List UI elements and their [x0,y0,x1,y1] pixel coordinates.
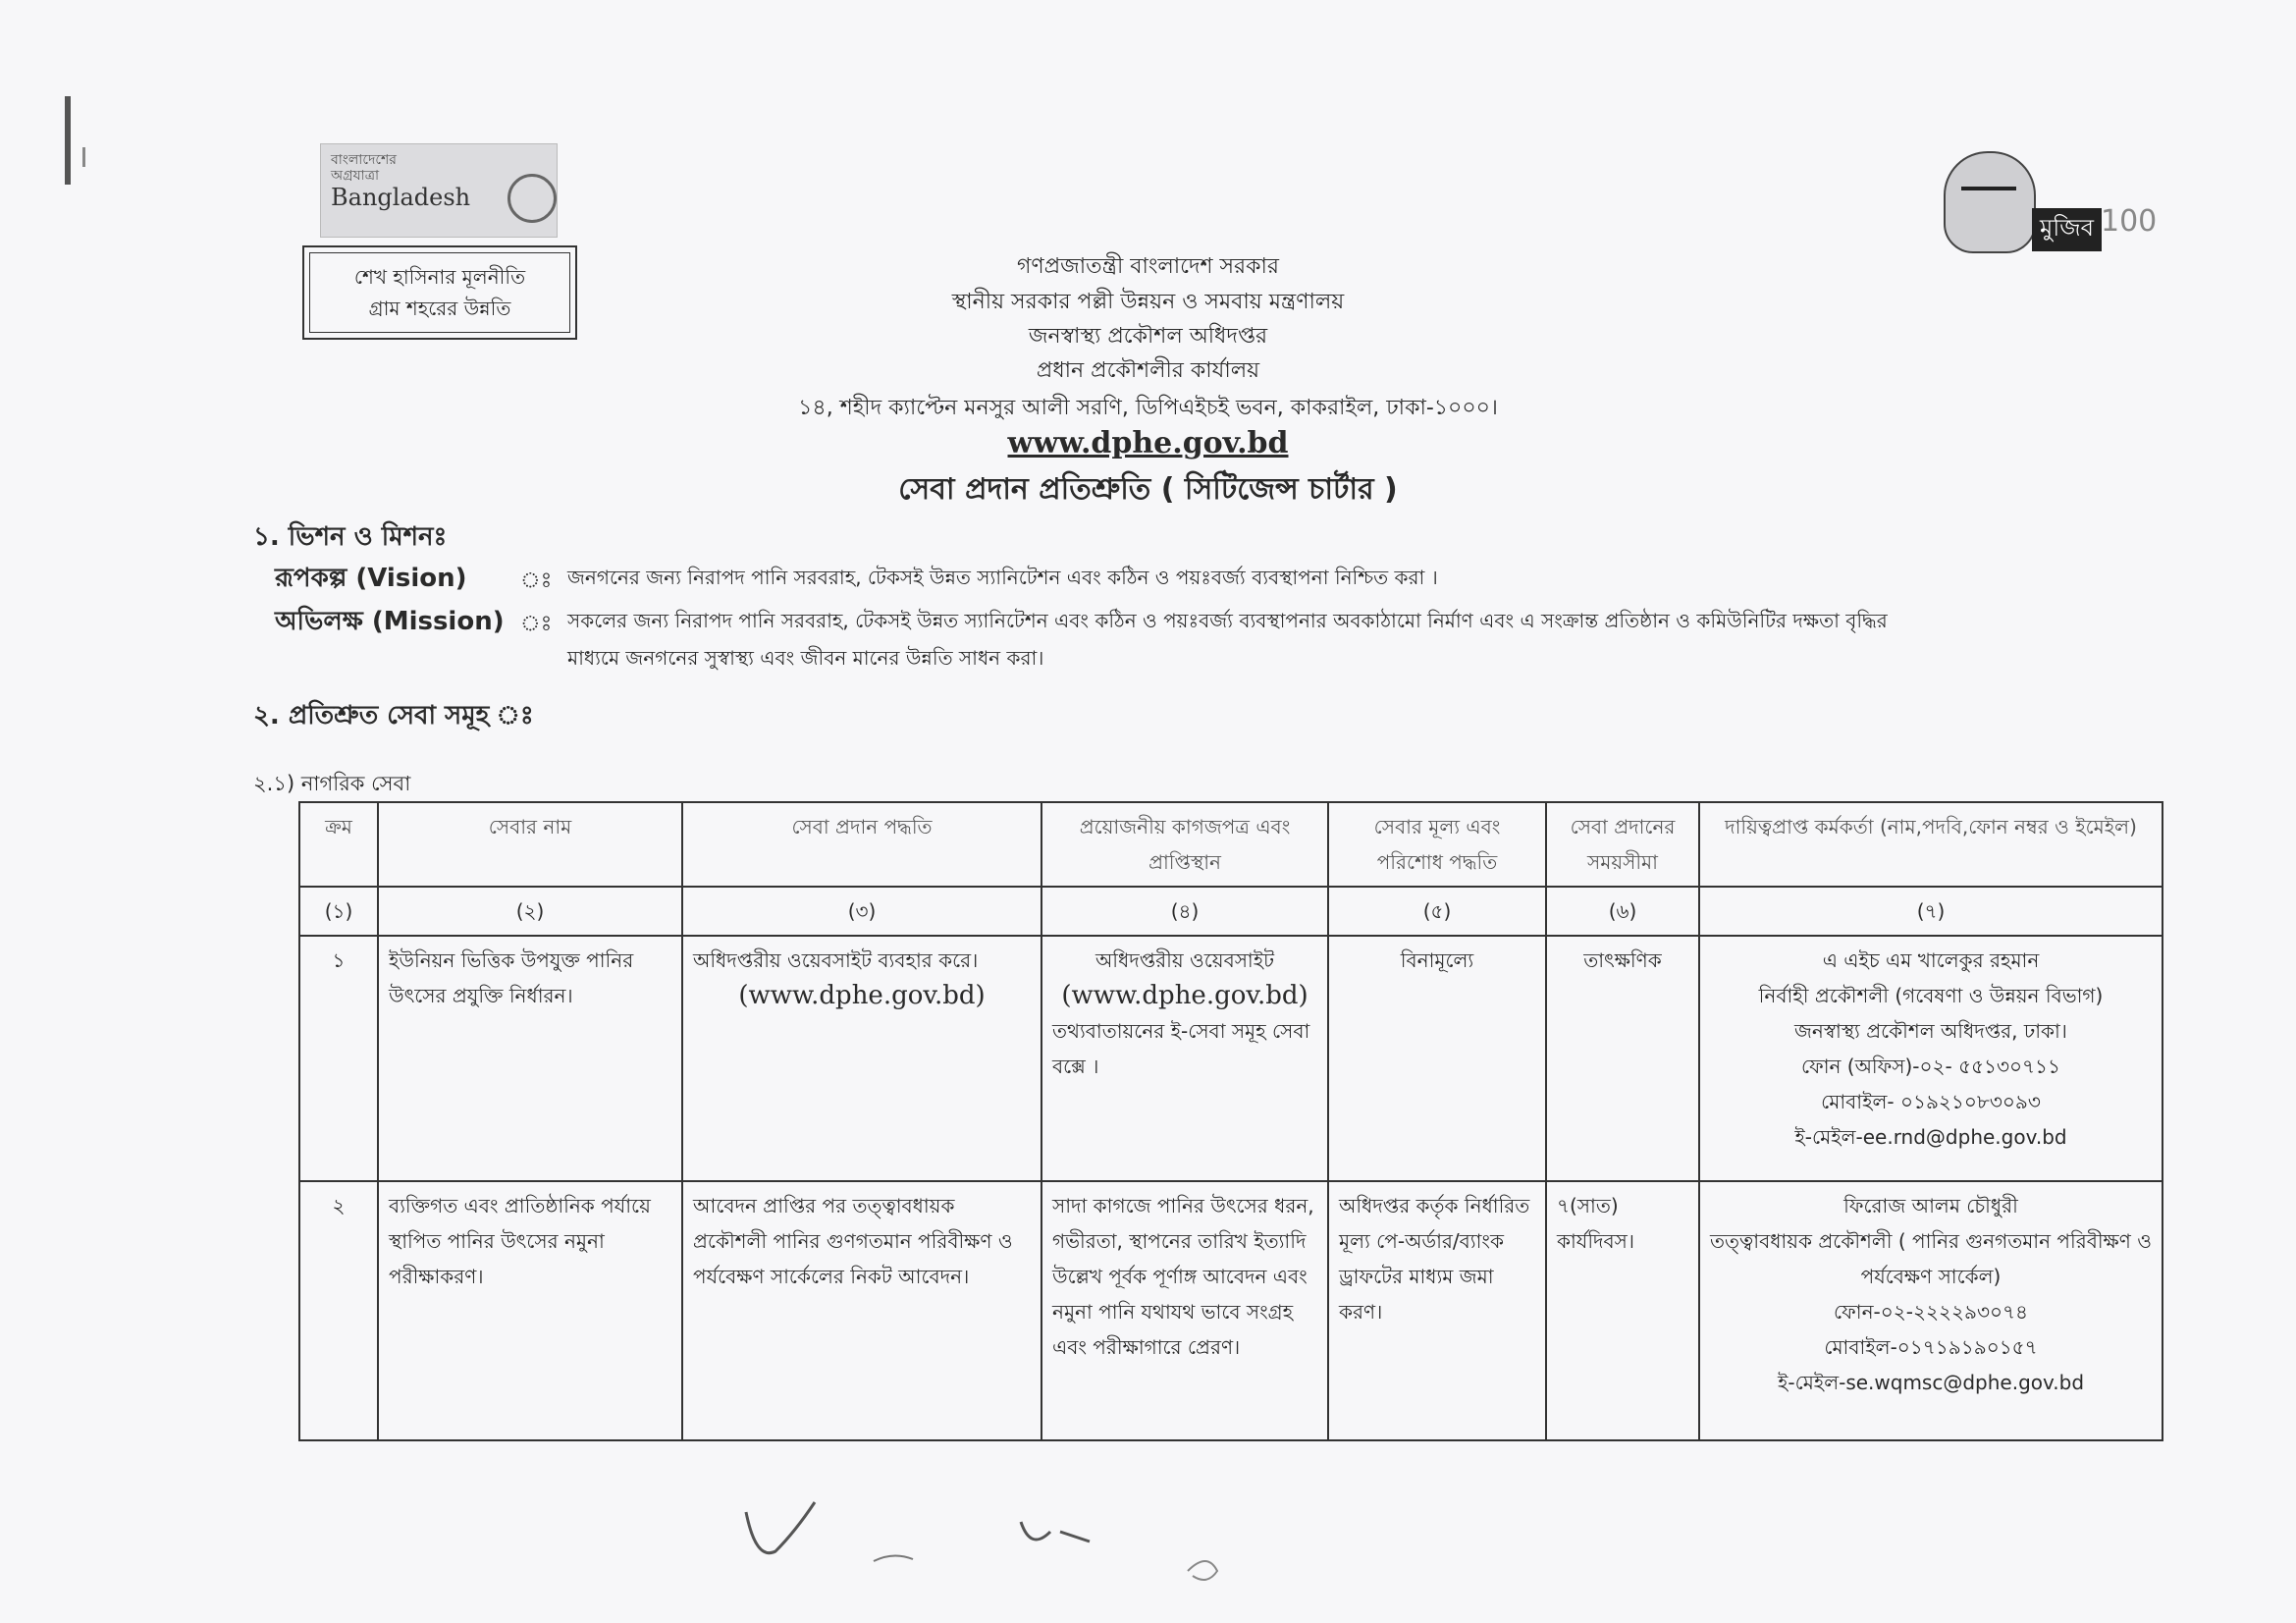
service-method-cell: অধিদপ্তরীয় ওয়েবসাইট ব্যবহার করে। (www.dphe.gov.bd) [682,936,1041,1181]
column-header: সেবার মূল্য এবং পরিশোধ পদ্ধতি [1328,802,1546,887]
column-number-row [299,887,2163,936]
vision-text: জনগনের জন্য নিরাপদ পানি সরবরাহ, টেকসই উন্নত স্যানিটেশন এবং কঠিন ও পয়ঃবর্জ্য ব্যবস্থাপনা নিশ্চিত করা । [567,566,1438,589]
service-name-cell: ইউনিয়ন ভিত্তিক উপযুক্ত পানির উৎসের প্রযুক্তি নির্ধারন। [378,936,682,1181]
column-header: সেবার নাম [378,802,682,887]
website-link[interactable]: (www.dphe.gov.bd) [1061,981,1308,1010]
officer-title: নির্বাহী প্রকৌশলী (গবেষণা ও উন্নয়ন বিভাগ) [1758,984,2104,1007]
column-header: সেবা প্রদানের সময়সীমা [1546,802,1699,887]
handwritten-initials [726,1492,1276,1591]
service-name-cell: ব্যক্তিগত এবং প্রাতিষ্ঠানিক পর্যায়ে স্থাপিত পানির উৎসের নমুনা পরীক্ষাকরণ। [378,1181,682,1440]
officer-name: ফিরোজ আলম চৌধুরী [1843,1194,2018,1217]
mujib-100-logo: মুজিব 100 [1934,147,2140,255]
serial-cell: ১ [299,936,378,1181]
office-name: প্রধান প্রকৌশলীর কার্যালয় [1036,358,1260,383]
officer-cell [1699,1181,2163,1440]
table-row [299,936,2163,1181]
department-name: জনস্বাস্থ্য প্রকৌশল অধিদপ্তর [1028,324,1268,349]
column-number: (৫) [1328,887,1546,936]
column-header: প্রয়োজনীয় কাগজপত্র এবং প্রাপ্তিস্থান [1041,802,1328,887]
scan-artifact [65,96,71,185]
colon: ঃ [520,568,553,593]
officer-phone: ফোন (অফিস)-০২- ৫৫১৩০৭১১ [1800,1055,2060,1078]
motto-line: গ্রাম শহরের উন্নতি [368,297,511,320]
column-number: (১) [299,887,378,936]
mission-label: অভিলক্ষ (Mission) [275,607,505,636]
documents-cell: অধিদপ্তরীয় ওয়েবসাইট (www.dphe.gov.bd) তথ্যবাতায়নের ই-সেবা সমূহ সেবা বক্সে । [1041,936,1328,1181]
column-header: সেবা প্রদান পদ্ধতি [682,802,1041,887]
govt-name: গণপ্রজাতন্ত্রী বাংলাদেশ সরকার [1016,254,1280,279]
column-number: (২) [378,887,682,936]
officer-title: তত্ত্বাবধায়ক প্রকৌশলী ( পানির গুনগতমান পরিবীক্ষণ ও পর্যবেক্ষণ সার্কেল) [1710,1229,2152,1288]
bangladesh-50-logo: বাংলাদেশের অগ্রযাত্রা Bangladesh [320,143,558,238]
ministry-name: স্থানীয় সরকার পল্লী উন্নয়ন ও সমবায় মন্ত্রণালয় [951,290,1345,314]
price-cell: অধিদপ্তর কর্তৃক নির্ধারিত মূল্য পে-অর্ডার/ব্যাংক ড্রাফটের মাধ্যম জমা করণ। [1328,1181,1546,1440]
officer-mobile: মোবাইল-০১৭১৯১৯০১৫৭ [1824,1335,2038,1359]
office-address: ১৪, শহীদ ক্যাপ্টেন মনসুর আলী সরণি, ডিপিএইচই ভবন, কাকরাইল, ঢাকা-১০০০। [798,396,1498,420]
column-number: (৭) [1699,887,2163,936]
officer-name: এ এইচ এম খালেকুর রহমান [1822,948,2040,972]
subsection-heading: ২.১) নাগরিক সেবা [253,772,411,795]
table-header-row [299,802,2163,887]
table-row [299,1181,2163,1440]
mission-text: মাধ্যমে জনগনের সুস্বাস্থ্য এবং জীবন মানের উন্নতি সাধন করা। [567,646,1044,670]
vision-label: রূপকল্প (Vision) [275,564,467,593]
section-heading: ১. ভিশন ও মিশনঃ [253,522,448,552]
officer-email[interactable]: ই-মেইল-ee.rnd@dphe.gov.bd [1794,1125,2067,1149]
column-number: (৬) [1546,887,1699,936]
motto-line: শেখ হাসিনার মূলনীতি [353,265,526,289]
column-header: ক্রম [299,802,378,887]
officer-mobile: মোবাইল- ০১৯২১০৮৩০৯৩ [1821,1090,2041,1113]
column-header: দায়িত্বপ্রাপ্ত কর্মকর্তা (নাম,পদবি,ফোন নম্বর ও ইমেইল) [1699,802,2163,887]
officer-email[interactable]: ই-মেইল-se.wqmsc@dphe.gov.bd [1777,1371,2085,1394]
colon: ঃ [520,612,553,636]
price-cell: বিনামূল্যে [1328,936,1546,1181]
website-link[interactable]: www.dphe.gov.bd [1007,426,1289,460]
website-link[interactable]: (www.dphe.gov.bd) [738,981,986,1010]
officer-org: জনস্বাস্থ্য প্রকৌশল অধিদপ্তর, ঢাকা। [1794,1019,2067,1043]
scan-artifact [82,147,85,167]
time-cell: ৭(সাত) কার্যদিবস। [1546,1181,1699,1440]
citizen-service-table [298,801,2163,1441]
serial-cell: ২ [299,1181,378,1440]
officer-cell [1699,936,2163,1181]
service-method-cell: আবেদন প্রাপ্তির পর তত্ত্বাবধায়ক প্রকৌশলী পানির গুণগতমান পরিবীক্ষণ ও পর্যবেক্ষণ সার্কেলের নিকট আবেদন। [682,1181,1041,1440]
documents-cell: সাদা কাগজে পানির উৎসের ধরন, গভীরতা, স্থাপনের তারিখ ইত্যাদি উল্লেখ পূর্বক পূর্ণাঙ্গ আবেদন এবং নমুনা পানি যথাযথ ভাবে সংগ্রহ এবং পরীক্ষাগারে প্রেরণ। [1041,1181,1328,1440]
section-heading: ২. প্রতিশ্রুত সেবা সমূহ ঃ [253,701,534,730]
time-cell: তাৎক্ষণিক [1546,936,1699,1181]
column-number: (৩) [682,887,1041,936]
page-title: সেবা প্রদান প্রতিশ্রুতি ( সিটিজেন্স চার্টার ) [898,472,1398,507]
officer-phone: ফোন-০২-২২২২৯৩০৭৪ [1834,1300,2028,1324]
column-number: (৪) [1041,887,1328,936]
mission-text: সকলের জন্য নিরাপদ পানি সরবরাহ, টেকসই উন্নত স্যানিটেশন এবং কঠিন ও পয়ঃবর্জ্য ব্যবস্থাপনার অবকাঠামো নির্মাণ এবং এ সংক্রান্ত প্রতিষ্ঠান ও কমিউনিটির দক্ষতা বৃদ্ধির [567,609,1888,632]
